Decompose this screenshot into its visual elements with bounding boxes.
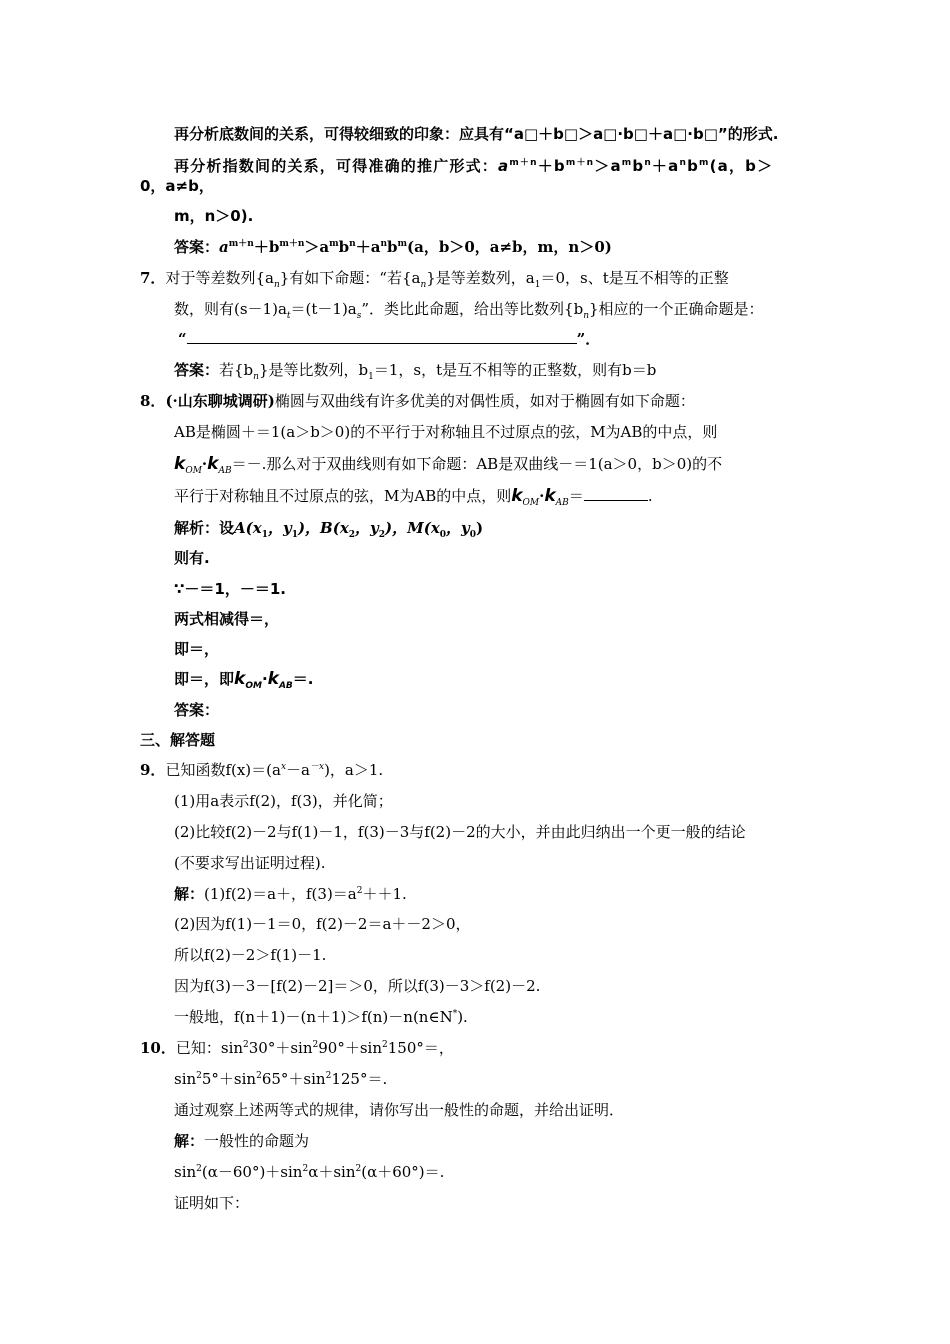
text: 两式相减得＝，	[174, 610, 280, 628]
text: α＋sin	[308, 1163, 356, 1181]
text: }相应的一个正确命题是：	[588, 300, 764, 318]
text: )	[476, 519, 484, 537]
question-number: 9．	[140, 761, 166, 779]
text: b	[387, 238, 398, 256]
text: 数，则有(s－1)a	[174, 300, 287, 318]
text: 90°＋sin	[318, 1039, 382, 1057]
text: 2	[256, 1071, 262, 1081]
solution-label: 解析：设	[174, 519, 235, 537]
text: ＞a	[594, 157, 622, 175]
question-9-part-2-note	[174, 853, 325, 873]
text: 1	[261, 530, 268, 540]
text: ＝(t－1)a	[290, 300, 357, 318]
text: ＞a	[304, 238, 330, 256]
text: 2	[312, 1040, 319, 1050]
text: (α＋60°)＝.	[361, 1163, 445, 1181]
text: 若{b	[219, 361, 254, 379]
text: (a，b＞	[709, 157, 774, 175]
text: m，n＞0).	[174, 207, 254, 225]
text: n	[380, 239, 387, 249]
text: 已知函数f(x)＝(a	[165, 761, 281, 779]
question-8-line-3	[174, 454, 722, 474]
text: －a	[286, 761, 310, 779]
answer-line	[174, 237, 612, 257]
text: 30°＋sin	[248, 1039, 313, 1057]
text: 2	[348, 530, 356, 540]
text: b	[338, 238, 350, 256]
question-9-solution-line-1	[174, 884, 407, 904]
text: (a，b＞0，a≠b，m，n＞0)	[407, 238, 612, 256]
question-8-solution-line-2	[174, 548, 210, 568]
text: 通过观察上述两等式的规律，请你写出一般性的命题，并给出证明．	[174, 1101, 625, 1119]
text: k	[207, 454, 219, 474]
text: OM	[245, 681, 262, 691]
question-8-solution-line-5	[174, 639, 219, 659]
text: m＋n	[565, 158, 595, 168]
text: ”．	[576, 330, 601, 348]
text: a	[498, 157, 510, 175]
text: “	[178, 330, 187, 348]
text: ∵－＝1，－＝1.	[174, 580, 287, 598]
text: (1)f(2)＝a＋，f(3)＝a	[204, 885, 357, 903]
text: b	[687, 157, 699, 175]
question-9-solution-line-3	[174, 945, 326, 965]
text: A(x	[234, 519, 262, 537]
text: ·	[201, 455, 208, 473]
text: ＋a	[651, 157, 680, 175]
text: m＋n	[228, 239, 254, 249]
question-7-answer	[174, 360, 656, 380]
text: 2	[302, 1164, 309, 1174]
question-number: 7．	[140, 269, 166, 287]
text: n	[349, 239, 356, 249]
text: 即＝，即	[174, 670, 235, 688]
text: 再分析指数间的关系，可得准确的推广形式：	[174, 157, 499, 175]
text: t	[286, 311, 291, 321]
question-8-solution-line-6	[174, 669, 313, 689]
text: )，B(x	[297, 519, 349, 537]
text: sin	[174, 1070, 197, 1088]
question-9-solution-line-2	[174, 914, 471, 934]
question-9-solution-line-5	[174, 1007, 468, 1027]
text: *	[452, 1009, 458, 1019]
text: k	[544, 486, 556, 506]
text: (α－60°)＋sin	[201, 1163, 303, 1181]
text-line-4	[174, 206, 253, 226]
text: ＋＋1.	[362, 885, 407, 903]
text: 1	[534, 280, 541, 290]
text: AB	[218, 466, 232, 476]
text: m	[329, 239, 339, 249]
text: AB是椭圆＋＝1(a＞b＞0)的不平行于对称轴且不过原点的弦，M为AB的中点，则	[174, 423, 718, 441]
text: ＝0，s、t是互不相等的正整	[540, 269, 729, 287]
question-9-part-2	[174, 822, 746, 842]
text: k	[267, 669, 279, 689]
text: 则有.	[174, 549, 210, 567]
text-line-1	[174, 124, 778, 144]
text: (1)用a表示f(2)，f(3)，并化简；	[174, 792, 393, 810]
question-7-line-2	[174, 299, 764, 319]
text: 5°＋sin	[201, 1070, 257, 1088]
text: 2	[196, 1071, 202, 1081]
text: m	[621, 158, 633, 168]
text: 即＝，	[174, 640, 220, 658]
question-number: 10．	[140, 1039, 176, 1057]
text: ·	[261, 670, 268, 688]
text: 平行于对称轴且不过原点的弦，M为AB的中点，则	[174, 487, 512, 505]
question-8-solution-line-4	[174, 609, 279, 629]
text: x	[280, 762, 287, 772]
answer-blank	[584, 488, 648, 501]
text: OM	[522, 498, 540, 508]
text: (不要求写出证明过程).	[174, 854, 326, 872]
section-heading	[140, 730, 215, 750]
text: －x	[309, 762, 325, 772]
question-9-part-1	[174, 791, 393, 811]
text: 125°＝.	[331, 1070, 388, 1088]
text: n	[420, 280, 427, 290]
text: ＋a	[355, 238, 381, 256]
text: 0，a≠b，	[140, 177, 214, 195]
text: 2	[325, 1071, 332, 1081]
text: ).	[457, 1008, 468, 1026]
text-line-2	[174, 156, 773, 176]
question-8-line-2	[174, 422, 717, 442]
text: 已知：sin	[175, 1039, 244, 1057]
text: m＋n	[509, 158, 538, 168]
text: 1	[291, 530, 298, 540]
text: 0	[469, 530, 477, 540]
text: 椭圆与双曲线有许多优美的对偶性质，如对于椭圆有如下命题：	[274, 392, 695, 410]
text: (2)因为f(1)－1＝0，f(2)－2＝a＋－2＞0，	[174, 915, 471, 933]
text: n	[583, 311, 589, 321]
question-7-blank-line	[178, 329, 600, 349]
text: 2	[378, 530, 386, 540]
text: k	[234, 669, 246, 689]
text: }是等差数列，a	[426, 269, 535, 287]
text: m	[397, 239, 408, 249]
text: 65°＋sin	[261, 1070, 326, 1088]
text: 2	[355, 1164, 362, 1174]
text: n	[273, 280, 280, 290]
text: ·	[539, 487, 545, 505]
question-10-line-3	[174, 1100, 624, 1120]
solution-label: 解：	[174, 1132, 205, 1150]
answer-label: 答案：	[174, 361, 220, 379]
text: 因为f(3)－3－[f(2)－2]＝＞0，所以f(3)－3＞f(2)－2.	[174, 977, 541, 995]
text: ＋b	[253, 238, 280, 256]
text: sin	[174, 1163, 197, 1181]
text: b	[632, 157, 645, 175]
text: OM	[185, 466, 202, 476]
text: 1	[368, 372, 374, 382]
answer-label: 答案：	[174, 238, 220, 256]
question-10-solution-line-2	[174, 1162, 444, 1182]
question-number: 8．	[140, 392, 166, 410]
text: m＋n	[279, 239, 305, 249]
question-8-solution-line-1	[174, 518, 483, 538]
text: 150°＝，	[387, 1039, 454, 1057]
text: s	[356, 311, 362, 321]
answer-label: 答案：	[174, 701, 220, 719]
text: ＝－.那么对于双曲线则有如下命题：AB是双曲线－＝1(a＞0，b＞0)的不	[231, 455, 723, 473]
text: m	[699, 158, 710, 168]
text: ＝	[568, 487, 584, 505]
text: ，y	[267, 519, 292, 537]
text: a	[219, 238, 229, 256]
question-8-line-1	[140, 391, 695, 411]
question-10-solution-line-1	[174, 1131, 309, 1151]
text: ＝1，s，t是互不相等的正整数，则有b＝b	[373, 361, 657, 379]
text: AB	[555, 498, 569, 508]
text: )，M(x	[385, 519, 440, 537]
text: 2	[382, 1040, 388, 1050]
text: }是等比数列，b	[258, 361, 369, 379]
question-10-solution-line-3	[174, 1193, 249, 1213]
text: 对于等差数列{a	[165, 269, 274, 287]
question-7-line-1	[140, 268, 729, 288]
question-8-answer	[174, 700, 219, 720]
text: }有如下命题：“若{a	[279, 269, 421, 287]
text: n	[679, 158, 688, 168]
text: 0	[439, 530, 447, 540]
text: n	[644, 158, 652, 168]
text: (2)比较f(2)－2与f(1)－1，f(3)－3与f(2)－2的大小，并由此归纳出一个更一般的结论	[174, 823, 746, 841]
text: 一般性的命题为	[204, 1132, 310, 1150]
text-line-3	[140, 176, 214, 196]
text: 证明如下：	[174, 1194, 250, 1212]
text: ，y	[446, 519, 470, 537]
question-8-solution-line-3	[174, 579, 286, 599]
solution-label: 解：	[174, 885, 205, 903]
text: 三、解答题	[140, 731, 216, 749]
text: k	[511, 486, 523, 506]
question-9-line-1	[140, 760, 383, 780]
text: 2	[196, 1164, 202, 1174]
text: )，a＞1.	[324, 761, 384, 779]
text: 所以f(2)－2＞f(1)－1.	[174, 946, 327, 964]
text: AB	[278, 681, 293, 691]
text: ＋b	[537, 157, 566, 175]
text: 再分析底数间的关系，可得较细致的印象：应具有“a□＋b□＞a□·b□＋a□·b□”的形式.	[174, 125, 779, 143]
text: 一般地，f(n＋1)－(n＋1)＞f(n)－n(n∈N	[174, 1008, 453, 1026]
answer-blank	[187, 331, 577, 344]
question-10-line-1	[140, 1038, 454, 1058]
text: n	[253, 372, 259, 382]
text: ＝.	[292, 670, 314, 688]
text: 2	[243, 1040, 249, 1050]
question-9-solution-line-4	[174, 976, 540, 996]
text: k	[174, 454, 186, 474]
text: ”．类比此命题，给出等比数列{b	[361, 300, 584, 318]
source-tag: (·山东聊城调研)	[165, 392, 275, 410]
text: .	[647, 487, 653, 505]
text: ，y	[355, 519, 379, 537]
question-8-line-4	[174, 486, 653, 506]
question-10-line-2	[174, 1069, 387, 1089]
text: 2	[356, 886, 363, 896]
